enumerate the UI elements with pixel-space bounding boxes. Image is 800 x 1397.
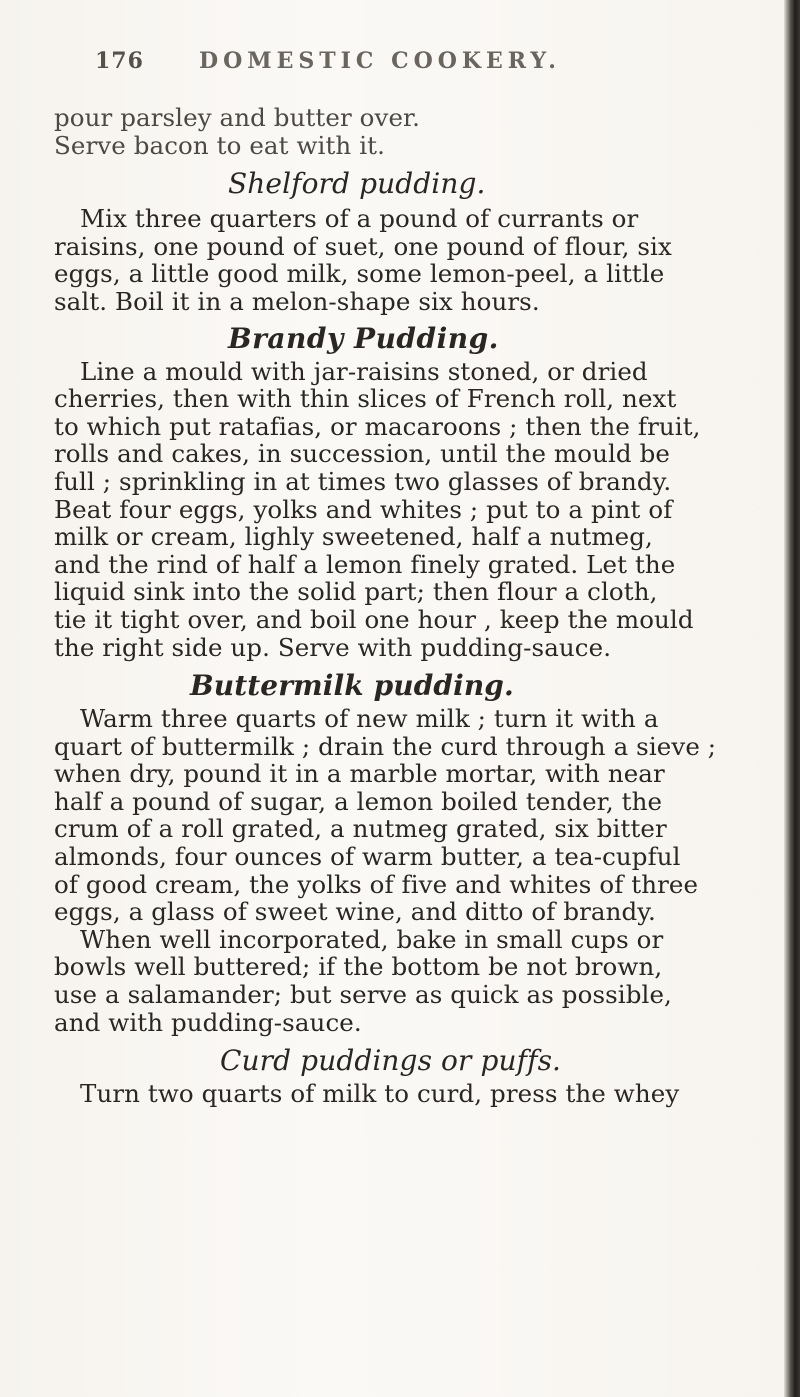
text-line: tie it tight over, and boil one hour , keep the mould xyxy=(54,604,694,634)
text-line: Warm three quarts of new milk ; turn it with a xyxy=(80,704,659,734)
recipe-title-curd-puddings: Curd puddings or puffs. xyxy=(220,1044,562,1078)
text-line: pour parsley and butter over. xyxy=(54,103,421,132)
text-line: use a salamander; but serve as quick as possible, xyxy=(54,980,672,1010)
running-head: DOMESTIC COOKERY. xyxy=(199,48,561,74)
recipe-title-shelford-pudding: Shelford pudding. xyxy=(228,167,486,201)
text-line: and with pudding-sauce. xyxy=(54,1007,362,1037)
text-line: of good cream, the yolks of five and whites of three xyxy=(54,869,699,899)
text-line: full ; sprinkling in at times two glasses of brandy. xyxy=(54,466,672,496)
text-line: salt. Boil it in a melon-shape six hours. xyxy=(54,286,540,316)
recipe-title-buttermilk-pudding: Buttermilk pudding. xyxy=(190,669,514,703)
text-line: raisins, one pound of suet, one pound of flour, six xyxy=(54,231,672,261)
page-body xyxy=(54,104,769,1108)
text-line: cherries, then with thin slices of French roll, next xyxy=(54,384,677,414)
text-line: crum of a roll grated, a nutmeg grated, six bitter xyxy=(54,814,667,844)
text-line: to which put ratafias, or macaroons ; then the fruit, xyxy=(54,411,701,441)
text-line: milk or cream, lighly sweetened, half a nutmeg, xyxy=(54,522,653,552)
text-line: rolls and cakes, in succession, until the mould be xyxy=(54,439,670,469)
text-line: liquid sink into the solid part; then flour a cloth, xyxy=(54,577,658,607)
text-line: When well incorporated, bake in small cups or xyxy=(80,924,664,954)
text-line: eggs, a glass of sweet wine, and ditto of brandy. xyxy=(54,897,656,927)
text-line: Mix three quarters of a pound of currants or xyxy=(80,204,639,234)
text-line: Serve bacon to eat with it. xyxy=(54,130,385,160)
text-line: almonds, four ounces of warm butter, a tea-cupful xyxy=(54,842,681,872)
text-line: the right side up. Serve with pudding-sauce. xyxy=(54,632,612,662)
text-line: Line a mould with jar-raisins stoned, or dried xyxy=(80,356,648,386)
recipe-title-brandy-pudding: Brandy Pudding. xyxy=(228,321,499,355)
text-line: when dry, pound it in a marble mortar, with near xyxy=(54,759,665,789)
text-line: Beat four eggs, yolks and whites ; put to a pint of xyxy=(54,494,673,524)
text-line: and the rind of half a lemon finely grated. Let the xyxy=(54,549,676,579)
page-header xyxy=(95,40,715,80)
text-line: Turn two quarts of milk to curd, press the whey xyxy=(80,1079,680,1109)
scan-edge-shadow xyxy=(784,0,800,1397)
text-line: bowls well buttered; if the bottom be not brown, xyxy=(54,952,663,982)
text-line: quart of buttermilk ; drain the curd through a sieve ; xyxy=(54,731,717,761)
page-number: 176 xyxy=(95,48,144,74)
text-line: eggs, a little good milk, some lemon-peel, a little xyxy=(54,259,665,289)
text-line: half a pound of sugar, a lemon boiled tender, the xyxy=(54,786,663,816)
